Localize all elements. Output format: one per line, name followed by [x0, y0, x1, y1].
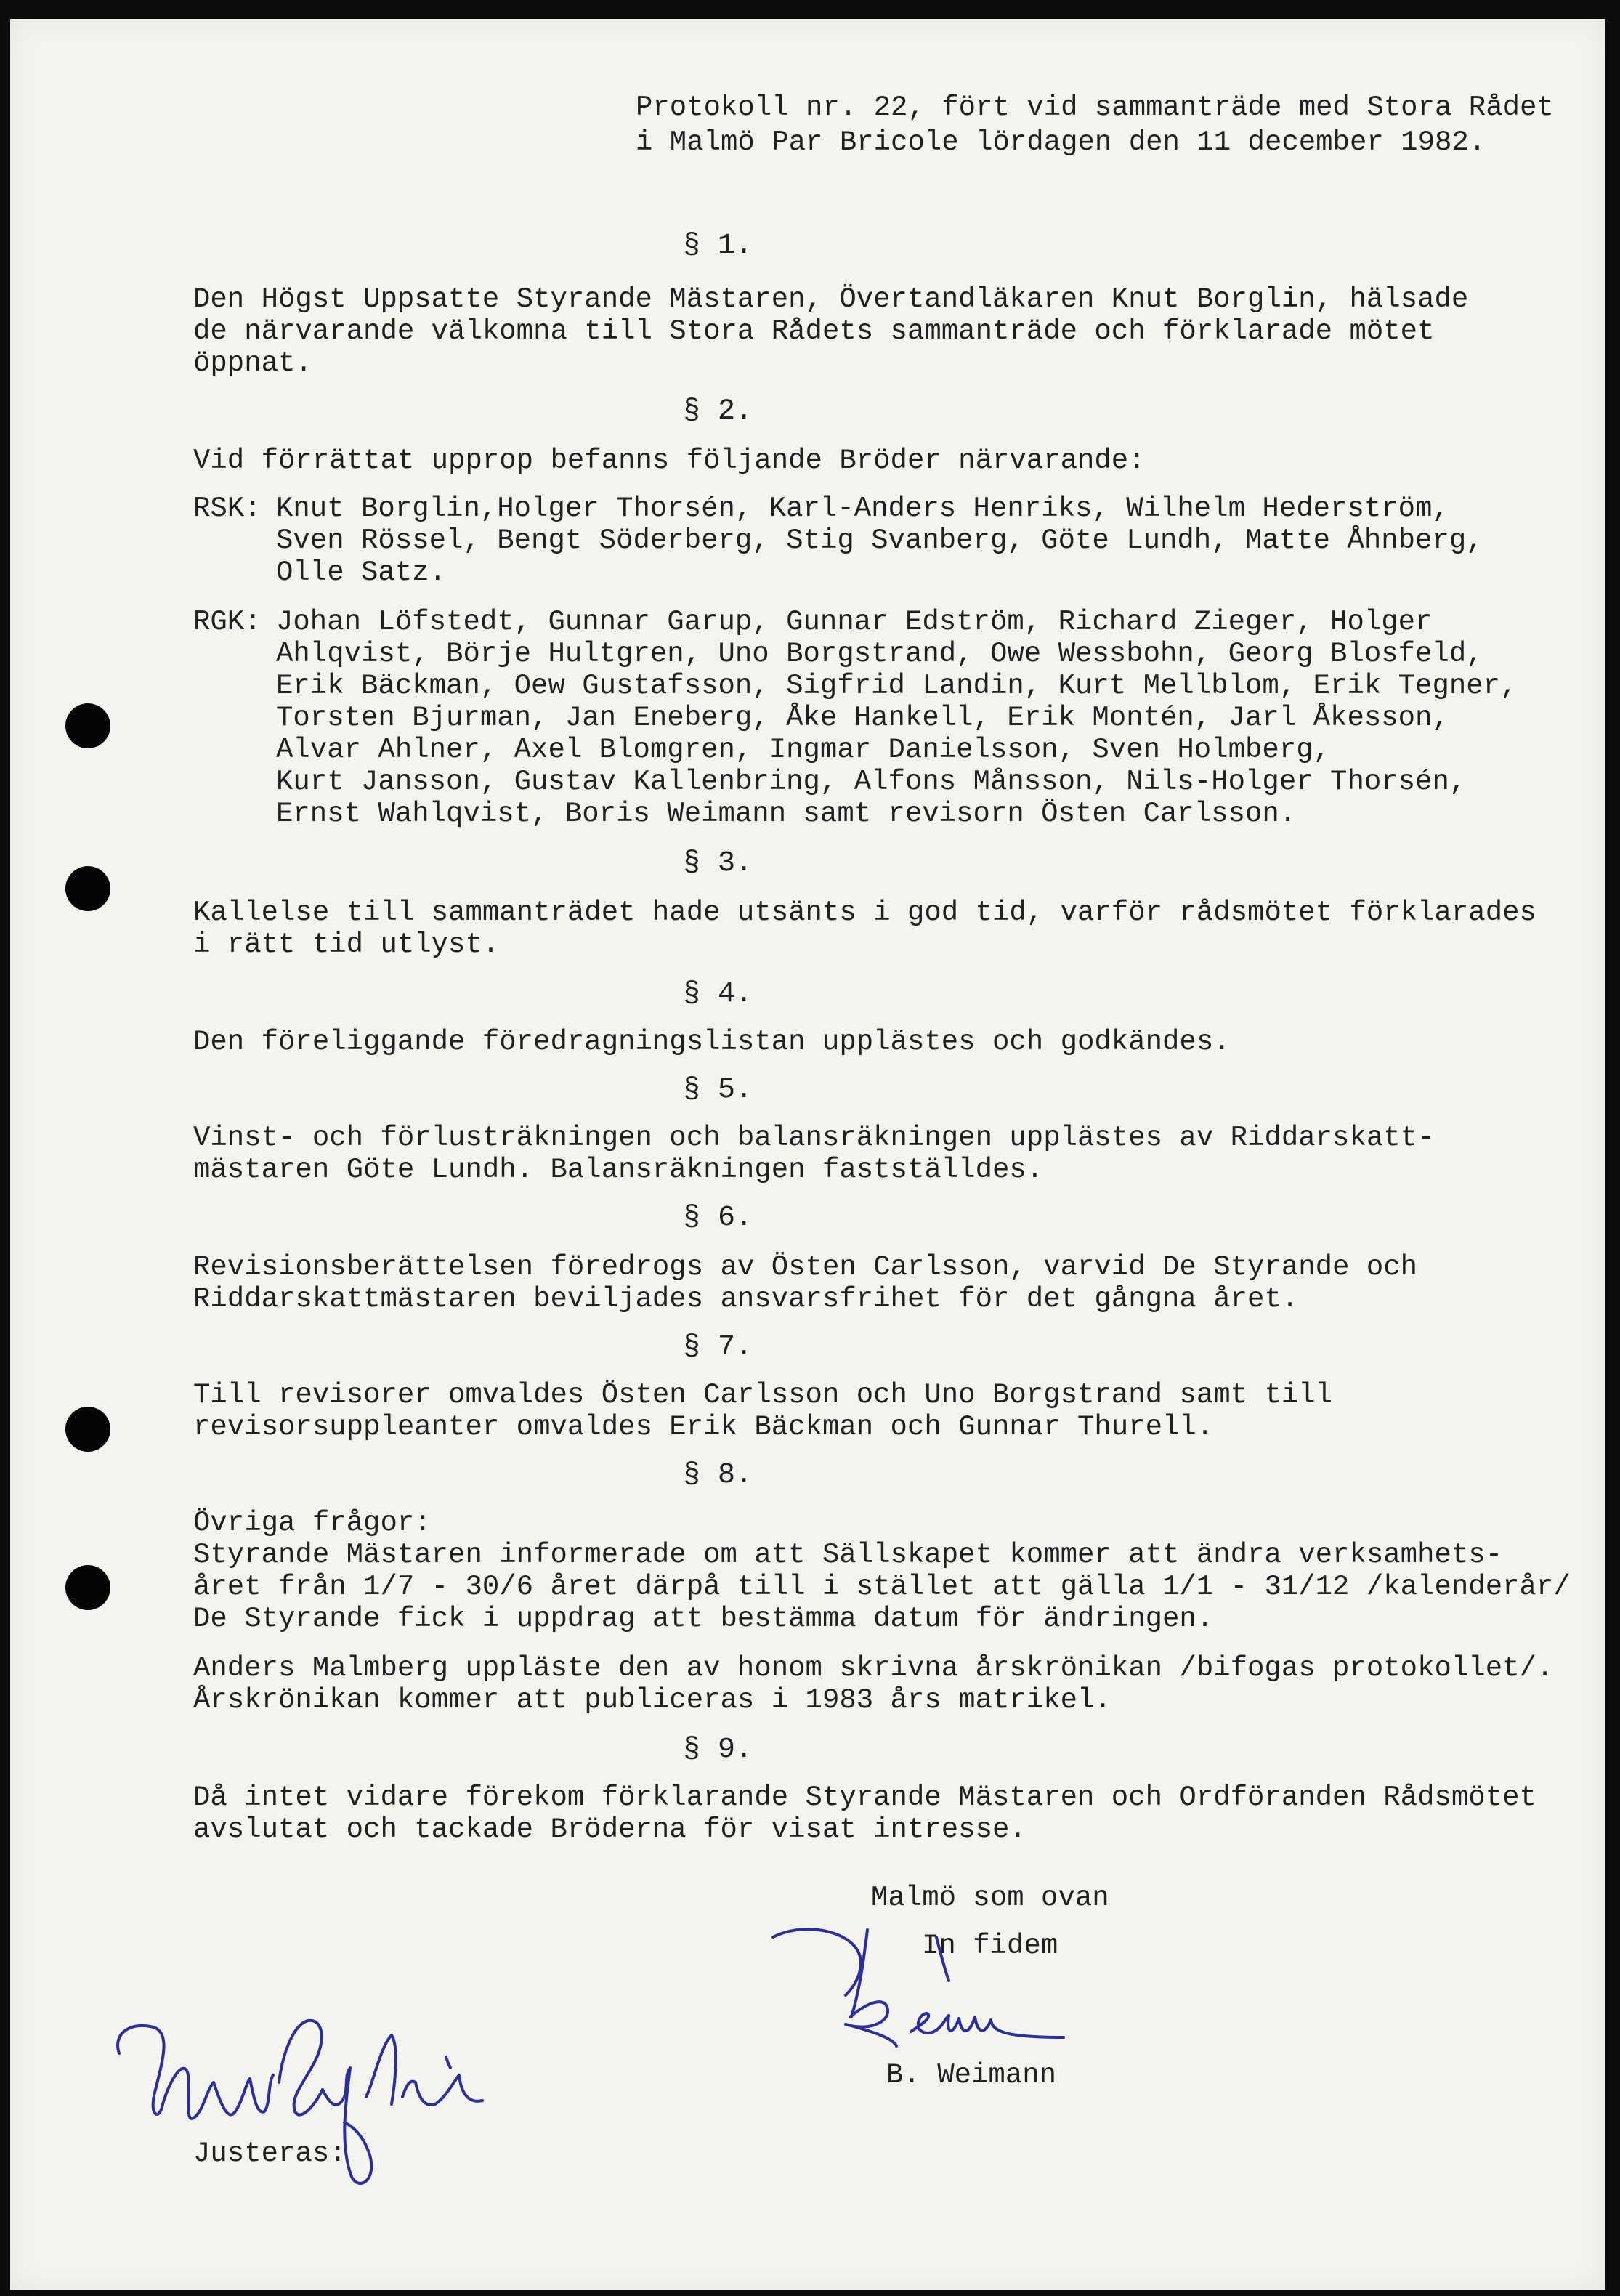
section-5-heading: § 5. — [683, 1074, 753, 1107]
rsk-line-2: Sven Rössel, Bengt Söderberg, Stig Svanberg, Göte Lundh, Matte Åhnberg, — [276, 525, 1483, 557]
section-5-line-2: mästaren Göte Lundh. Balansräkningen fastställdes. — [193, 1154, 1044, 1186]
section-7-line-2: revisorsuppleanter omvaldes Erik Bäckman och Gunnar Thurell. — [193, 1411, 1214, 1443]
section-8-line-2: Styrande Mästaren informerade om att Sällskapet kommer att ändra verksamhets- — [193, 1539, 1503, 1571]
document-page — [10, 19, 1605, 2290]
section-8-line-1: Övriga frågor: — [193, 1507, 432, 1539]
section-6-line-1: Revisionsberättelsen föredrogs av Östen Carlsson, varvid De Styrande och — [193, 1251, 1418, 1283]
section-8-line-5: Anders Malmberg uppläste den av honom skrivna årskrönikan /bifogas protokollet/. — [193, 1652, 1554, 1684]
signer-name: B. Weimann — [886, 2059, 1057, 2091]
binder-hole-2 — [65, 866, 110, 911]
section-8-line-4: De Styrande fick i uppdrag att bestämma datum för ändringen. — [193, 1603, 1214, 1635]
justeras-signature — [105, 1995, 511, 2191]
rsk-line-3: Olle Satz. — [276, 557, 447, 589]
binder-hole-4 — [65, 1565, 110, 1610]
section-4-line-1: Den föreliggande föredragningslistan upplästes och godkändes. — [193, 1026, 1231, 1058]
rsk-label: RSK: — [193, 493, 262, 525]
closing-place: Malmö som ovan — [871, 1882, 1109, 1914]
section-6-line-2: Riddarskattmästaren beviljades ansvarsfrihet för det gångna året. — [193, 1283, 1299, 1315]
section-7-line-1: Till revisorer omvaldes Östen Carlsson och Uno Borgstrand samt till — [193, 1379, 1333, 1411]
section-9-heading: § 9. — [683, 1734, 753, 1766]
weimann-signature — [758, 1915, 1078, 2061]
section-8-line-3: året från 1/7 - 30/6 året därpå till i stället att gälla 1/1 - 31/12 /kalenderår/ — [193, 1571, 1571, 1603]
section-9-line-1: Då intet vidare förekom förklarande Styrande Mästaren och Ordföranden Rådsmötet — [193, 1782, 1536, 1814]
closing-in-fidem: In fidem — [922, 1930, 1058, 1962]
section-8-heading: § 8. — [683, 1459, 753, 1492]
rgk-line-1: Johan Löfstedt, Gunnar Garup, Gunnar Edström, Richard Zieger, Holger — [276, 606, 1433, 638]
header-line-1: Protokoll nr. 22, fört vid sammanträde med Stora Rådet — [636, 92, 1554, 124]
rgk-line-7: Ernst Wahlqvist, Boris Weimann samt revisorn Östen Carlsson. — [276, 798, 1297, 830]
justeras-label: Justeras: — [193, 2138, 347, 2170]
section-6-heading: § 6. — [683, 1202, 753, 1234]
section-1-line-1: Den Högst Uppsatte Styrande Mästaren, Övertandläkaren Knut Borglin, hälsade — [193, 283, 1469, 315]
section-5-line-1: Vinst- och förlusträkningen och balansräkningen upplästes av Riddarskatt- — [193, 1122, 1435, 1154]
rgk-label: RGK: — [193, 606, 262, 638]
rgk-line-5: Alvar Ahlner, Axel Blomgren, Ingmar Danielsson, Sven Holmberg, — [276, 734, 1331, 766]
section-1-line-3: öppnat. — [193, 347, 312, 379]
binder-hole-1 — [65, 703, 110, 748]
rgk-line-4: Torsten Bjurman, Jan Eneberg, Åke Hankell, Erik Montén, Jarl Åkesson, — [276, 702, 1449, 734]
section-9-line-2: avslutat och tackade Bröderna för visat intresse. — [193, 1814, 1026, 1846]
rgk-line-6: Kurt Jansson, Gustav Kallenbring, Alfons Månsson, Nils-Holger Thorsén, — [276, 766, 1467, 798]
section-7-heading: § 7. — [683, 1331, 753, 1364]
section-8-line-6: Årskrönikan kommer att publiceras i 1983 års matrikel. — [193, 1684, 1111, 1716]
section-4-heading: § 4. — [683, 978, 753, 1011]
section-3-line-2: i rätt tid utlyst. — [193, 929, 500, 961]
rsk-line-1: Knut Borglin,Holger Thorsén, Karl-Anders Henriks, Wilhelm Hederström, — [276, 493, 1449, 525]
section-3-heading: § 3. — [683, 847, 753, 880]
rgk-line-2: Ahlqvist, Börje Hultgren, Uno Borgstrand, Owe Wessbohn, Georg Blosfeld, — [276, 638, 1483, 670]
section-1-line-2: de närvarande välkomna till Stora Rådets sammanträde och förklarade mötet — [193, 315, 1435, 347]
section-3-line-1: Kallelse till sammanträdet hade utsänts i god tid, varför rådsmötet förklarades — [193, 897, 1536, 929]
section-1-heading: § 1. — [683, 230, 753, 262]
section-2-heading: § 2. — [683, 395, 753, 428]
header-line-2: i Malmö Par Bricole lördagen den 11 december 1982. — [636, 126, 1486, 158]
rgk-line-3: Erik Bäckman, Oew Gustafsson, Sigfrid Landin, Kurt Mellblom, Erik Tegner, — [276, 670, 1518, 702]
binder-hole-3 — [65, 1407, 110, 1452]
section-2-line-1: Vid förrättat upprop befanns följande Bröder närvarande: — [193, 445, 1146, 477]
